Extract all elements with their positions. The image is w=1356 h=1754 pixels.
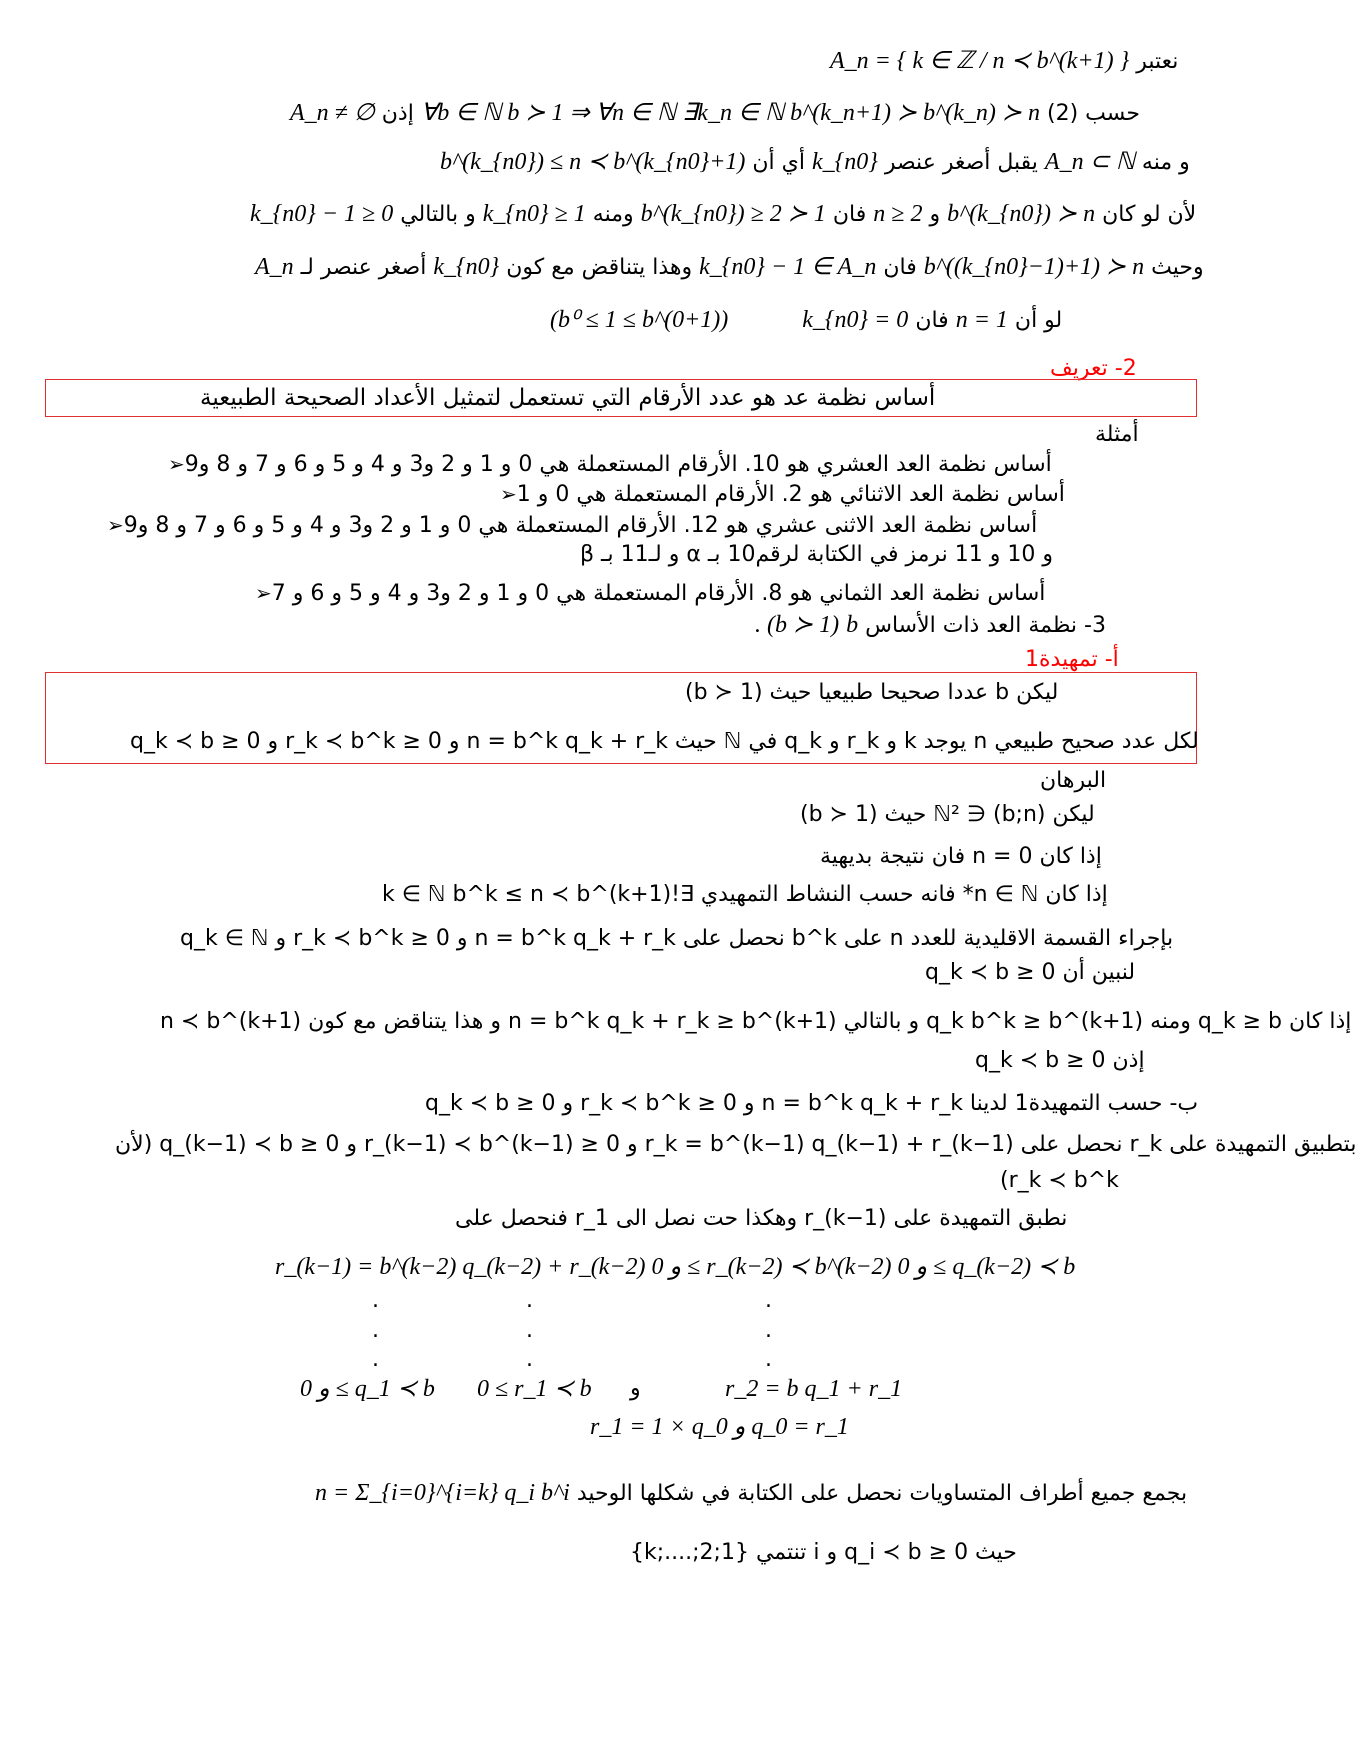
text-so: فان <box>832 202 867 227</box>
section-3-title <box>755 608 1106 643</box>
section-2-title: 2- تعريف <box>1050 356 1137 381</box>
line-4 <box>250 197 1196 232</box>
math-justify: (b⁰ ≤ 1 ≤ b^(0+1)) <box>550 307 729 333</box>
proof-line: ليكن (b;n) ∈ ℕ² حيث (b ≻ 1) <box>800 802 1095 827</box>
math-k-minus: k_{n0} − 1 ≥ 0 <box>250 201 394 227</box>
text-if: لو أن <box>1014 308 1063 333</box>
definition-text: أساس نظمة عد هو عدد الأرقام التي تستعمل لتمثيل الأعداد الصحيحة الطبيعية <box>200 385 936 411</box>
text-and: و <box>929 202 941 227</box>
set-definition: A_n = { k ∈ ℤ / n ≺ b^(k+1) } <box>830 48 1130 74</box>
example-subtext: و 10 و 11 نرمز في الكتابة لرقم10 بـ α و لـ11 بـ β <box>580 542 1053 567</box>
line-6 <box>550 303 1062 338</box>
text-contradiction: وهذا يتناقض مع كون <box>506 255 693 280</box>
part-b-line: بتطبيق التمهيدة على r_k نحصل على r_k = b^(k−1) q_(k−1) + r_(k−1) و 0 ≤ r_(k−1) ≺ b^(k−1) و 0 ≤ q_(k−1) ≺ b (لأن <box>115 1132 1356 1157</box>
math-subset: A_n ⊂ ℕ <box>1044 149 1135 175</box>
text-so: فان <box>915 308 949 333</box>
equation-text: r_(k−1) = b^(k−2) q_(k−2) + r_(k−2) و 0 ≤ r_(k−2) ≺ b^(k−2) و 0 ≤ q_(k−2) ≺ b <box>275 1254 1076 1280</box>
text-so: فان <box>883 255 917 280</box>
text-because: لأن لو كان <box>1102 202 1197 227</box>
math-kn0: k_{n0} <box>433 254 500 280</box>
ellipsis-dot: . <box>372 1288 379 1313</box>
lemma-1-title: أ- تمهيدة1 <box>1025 647 1119 672</box>
math-in-an: k_{n0} − 1 ∈ A_n <box>699 254 877 280</box>
final-line: حيث 0 ≤ q_i ≺ b و i تنتمي {1;2;....;k} <box>630 1540 1017 1565</box>
equation-q1: و 0 ≤ q_1 ≺ b <box>300 1376 435 1402</box>
ellipsis-dot: . <box>372 1347 379 1372</box>
part-b-line: (r_k ≺ b^k <box>1000 1168 1119 1193</box>
section-3-tail: . (b ≻ 1) <box>755 612 840 638</box>
proof-title: البرهان <box>1040 768 1107 793</box>
example-item <box>245 576 1045 611</box>
line-5 <box>255 250 1204 285</box>
math-b-geq: b^(k_{n0}) ≥ 2 ≻ 1 <box>640 201 826 227</box>
math-n-geq: n ≥ 2 <box>873 201 923 227</box>
text-has-min: يقبل أصغر عنصر <box>884 150 1038 175</box>
arrow-bullet-icon: ➢ <box>500 482 517 506</box>
text-therefore: و بالتالي <box>400 202 476 227</box>
proof-line: إذا كان n ∈ ℕ* فانه حسب النشاط التمهيدي ∃!k ∈ ℕ b^k ≤ n ≺ b^(k+1) <box>382 882 1108 907</box>
equation-and: و <box>630 1376 641 1401</box>
ellipsis-dot: . <box>765 1347 772 1372</box>
text-then: إذن <box>381 101 414 126</box>
equation-r2: r_2 = b q_1 + r_1 <box>725 1376 903 1402</box>
proof-line: بإجراء القسمة الاقليدية للعدد n على b^k نحصل على n = b^k q_k + r_k و 0 ≤ r_k ≺ b^k و q_k ∈ ℕ <box>180 926 1174 951</box>
proof-line: لنبين أن 0 ≤ q_k ≺ b <box>925 960 1136 985</box>
math-an: A_n <box>255 254 294 280</box>
math-n-one: n = 1 <box>955 307 1008 333</box>
part-b-line: ب- حسب التمهيدة1 لدينا n = b^k q_k + r_k و 0 ≤ r_k ≺ b^k و 0 ≤ q_k ≺ b <box>425 1091 1199 1116</box>
sum-text: بجمع جميع أطراف المتساويات نحصل على الكتابة في شكلها الوحيد <box>576 1481 1188 1506</box>
proof-line: إذا كان n = 0 فان نتيجة بديهية <box>820 844 1102 869</box>
equation-r1-q0: r_1 = 1 × q_0 و q_0 = r_1 <box>590 1414 849 1440</box>
math-nonempty: A_n ≠ ∅ <box>290 100 375 126</box>
line-1 <box>830 44 1178 79</box>
ellipsis-dot: . <box>526 1318 533 1343</box>
ellipsis-dot: . <box>372 1318 379 1343</box>
lemma-line-1: ليكن b عددا صحيحا طبيعيا حيث (b ≻ 1) <box>685 680 1059 705</box>
equation-r1: 0 ≤ r_1 ≺ b <box>477 1376 592 1402</box>
text-according: حسب (2) <box>1047 101 1141 126</box>
text-smallest: أصغر عنصر لـ <box>300 255 427 280</box>
equation-k2 <box>275 1250 1075 1285</box>
ellipsis-dot: . <box>765 1288 772 1313</box>
text-since: وحيث <box>1151 255 1204 280</box>
arrow-bullet-icon: ➢ <box>107 513 124 537</box>
text-consider: نعتبر <box>1136 49 1179 74</box>
example-item <box>490 477 1065 512</box>
sum-formula: n = Σ_{i=0}^{i=k} q_i b^i <box>315 1480 570 1506</box>
math-power: b^((k_{n0}−1)+1) ≻ n <box>923 254 1145 280</box>
example-text: أساس نظمة العد الثماني هو 8. الأرقام المستعملة هي 0 و 1 و 2 و3 و 4 و 5 و 6 و 7 <box>271 581 1046 606</box>
line-3 <box>440 145 1190 180</box>
proof-line: إذا كان q_k ≥ b ومنه q_k b^k ≥ b^(k+1) و بالتالي n = b^k q_k + r_k ≥ b^(k+1) و هذا يتناقض مع كون n ≺ b^(k+1) <box>160 1009 1352 1034</box>
example-text: أساس نظمة العد العشري هو 10. الأرقام المستعملة هي 0 و 1 و 2 و3 و 4 و 5 و 6 و 7 و 8 و9 <box>184 452 1052 477</box>
line-2 <box>290 96 1140 131</box>
part-b-line: نطبق التمهيدة على r_(k−1) وهكذا حت نصل الى r_1 فنحصل على <box>455 1206 1068 1231</box>
arrow-bullet-icon: ➢ <box>255 581 272 605</box>
ellipsis-dot: . <box>526 1347 533 1372</box>
ellipsis-dot: . <box>526 1288 533 1313</box>
proof-line: إذن 0 ≤ q_k ≺ b <box>975 1048 1145 1073</box>
text-hence: ومنه <box>592 202 634 227</box>
text-that-is: أي أن <box>752 150 805 175</box>
math-existence: ∀b ∈ ℕ b ≻ 1 ⇒ ∀n ∈ ℕ ∃k_n ∈ ℕ b^(k_n+1) ≻ b^(k_n) ≻ n <box>420 100 1041 126</box>
lemma-line-2: لكل عدد صحيح طبيعي n يوجد k و r_k و q_k في ℕ حيث n = b^k q_k + r_k و 0 ≤ r_k ≺ b^k و 0 ≤ q_k ≺ b <box>130 729 1199 754</box>
section-3-math: b <box>846 612 859 638</box>
math-min: k_{n0} <box>811 149 878 175</box>
text-hence: و منه <box>1141 150 1190 175</box>
ellipsis-dot: . <box>765 1318 772 1343</box>
examples-title: أمثلة <box>1095 422 1139 447</box>
math-k-zero: k_{n0} = 0 <box>802 307 909 333</box>
example-text: أساس نظمة العد الاثنائي هو 2. الأرقام المستعملة هي 0 و 1 <box>516 482 1065 507</box>
sum-line <box>315 1476 1187 1511</box>
example-text: أساس نظمة العد الاثنى عشري هو 12. الأرقام المستعملة هي 0 و 1 و 2 و3 و 4 و 5 و 6 و 7 و 8 و9 <box>123 513 1038 538</box>
math-k-geq: k_{n0} ≥ 1 <box>482 201 586 227</box>
math-b-gt-n: b^(k_{n0}) ≻ n <box>947 201 1096 227</box>
section-3-text: 3- نظمة العد ذات الأساس <box>865 613 1106 638</box>
math-bounds: b^(k_{n0}) ≤ n ≺ b^(k_{n0}+1) <box>440 149 746 175</box>
arrow-bullet-icon: ➢ <box>168 452 185 476</box>
